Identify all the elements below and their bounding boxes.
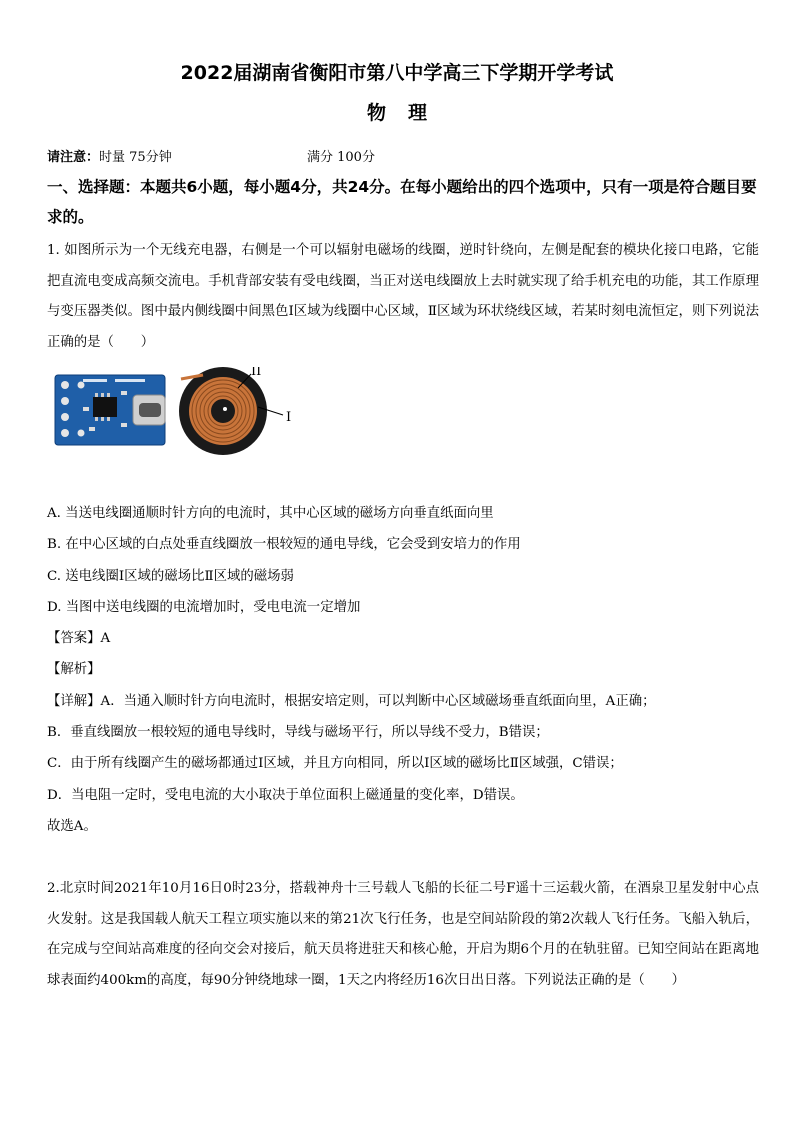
detail-line-a: 【详解】A．当通入顺时针方向电流时，根据安培定则，可以判断中心区域磁场垂直纸面向里，A正确； bbox=[47, 694, 656, 709]
question-1-figure bbox=[53, 367, 303, 457]
option-a: A. 当送电线圈通顺时针方向的电流时，其中心区域的磁场方向垂直纸面向里 bbox=[47, 506, 494, 521]
subject-title: 物理 bbox=[366, 102, 449, 124]
option-d: D. 当图中送电线圈的电流增加时，受电电流一定增加 bbox=[47, 600, 361, 615]
charger-illustration bbox=[53, 367, 303, 457]
option-b: B. 在中心区域的白点处垂直线圈放一根较短的通电导线，它会受到安培力的作用 bbox=[47, 537, 521, 552]
detail-line-c: C．由于所有线圈产生的磁场都通过Ⅰ区域，并且方向相同，所以Ⅰ区域的磁场比Ⅱ区域强，C错误； bbox=[47, 756, 623, 771]
answer: 【答案】A bbox=[47, 631, 111, 646]
question-1-stem: 1. 如图所示为一个无线充电器，右侧是一个可以辐射电磁场的线圈，逆时针绕向，左侧是配套的模块化接口电路，它能把直流电变成高频交流电。手机背部安装有受电线圈，当正对送电线圈放上去时就实现了给手机充电的功能，其工作原理与变压器类似。图中最内侧线圈中间黑色Ⅰ区域为线圈中心区域，Ⅱ区域为环状绕线区域，若某时刻电流恒定，则下列说法正确的是（ ） bbox=[47, 243, 759, 350]
exam-title: 2022届湖南省衡阳市第八中学高三下学期开学考试 bbox=[180, 62, 614, 84]
coil bbox=[179, 367, 283, 455]
detail-line-b: B．垂直线圈放一根较短的通电导线时，导线与磁场平行，所以导线不受力，B错误； bbox=[47, 725, 549, 740]
analysis-label: 【解析】 bbox=[47, 662, 101, 677]
section-heading: 一、选择题：本题共6小题，每小题4分，共24分。在每小题给出的四个选项中，只有一项是符合题目要求的。 bbox=[47, 178, 757, 226]
coil-region-i-label: I bbox=[286, 410, 292, 425]
note-label: 请注意： bbox=[47, 150, 100, 165]
coil-region-ii-label: II bbox=[251, 367, 262, 379]
detail-line-d: D．当电阻一定时，受电电流的大小取决于单位面积上磁通量的变化率，D错误。 bbox=[47, 788, 524, 803]
pcb-module bbox=[55, 375, 165, 445]
question-2-stem: 2.北京时间2021年10月16日0时23分，搭载神舟十三号载人飞船的长征二号F遥十三运载火箭，在酒泉卫星发射中心点火发射。这是我国载人航天工程立项实施以来的第21次飞行任务，也是空间站阶段的第2次载人飞行任务。飞船入轨后，在完成与空间站高难度的径向交会对接后，航天员将进驻天和核心舱，开启为期6个月的在轨驻留。已知空间站在距离地球表面约400km的高度，每90分钟绕地球一圈，1天之内将经历16次日出日落。下列说法正确的是（ ） bbox=[47, 881, 759, 988]
full-score: 满分 100分 bbox=[307, 150, 375, 165]
time-limit: 时量 75分钟 bbox=[99, 150, 172, 165]
exam-note bbox=[47, 146, 172, 165]
option-c: C. 送电线圈Ⅰ区域的磁场比Ⅱ区域的磁场弱 bbox=[47, 569, 294, 584]
detail-conclusion: 故选A。 bbox=[47, 819, 97, 834]
